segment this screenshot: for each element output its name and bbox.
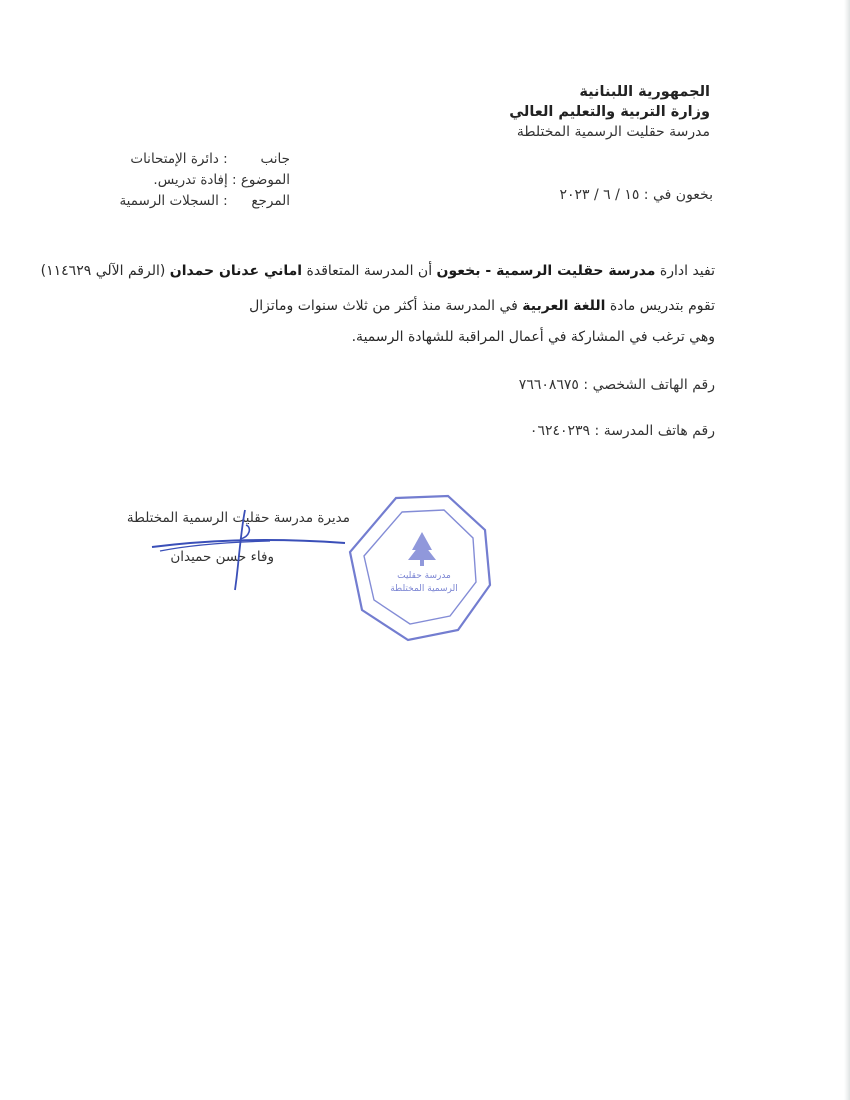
meta-to-label: جانب [260, 151, 290, 167]
handwritten-signature [140, 505, 370, 600]
body-line-1-post: (الرقم الآلي ١١٤٦٢٩) [40, 263, 170, 279]
signatory-name: وفاء حسن حميدان [170, 549, 274, 565]
meta-subject-label: الموضوع [240, 172, 290, 188]
meta-reference [119, 193, 290, 209]
signatory-title: مديرة مدرسة حقليت الرسمية المختلطة [126, 510, 350, 526]
body-line-2-pre: تقوم بتدريس مادة [605, 298, 715, 314]
subject-bold: اللغة العربية [522, 298, 606, 314]
body-line-1 [41, 263, 715, 279]
meta-subject-value: : إفادة تدريس. [153, 172, 237, 188]
school-name-bold: مدرسة حقليت الرسمية - بخعون [436, 263, 656, 279]
header-republic: الجمهورية اللبنانية [579, 84, 710, 100]
svg-text:الرسمية المختلطة: الرسمية المختلطة [390, 584, 458, 594]
meta-to-value: : دائرة الإمتحانات [130, 151, 228, 167]
cedar-icon [408, 532, 436, 566]
teacher-name-bold: اماني عدنان حمدان [169, 263, 303, 279]
header-school: مدرسة حقليت الرسمية المختلطة [516, 124, 710, 140]
svg-text:مدرسة حقليت: مدرسة حقليت [397, 571, 451, 581]
header-ministry: وزارة التربية والتعليم العالي [509, 104, 710, 120]
body-line-1-pre: تفيد ادارة [655, 263, 715, 279]
scanner-edge [844, 0, 850, 1100]
date-line: بخعون في : ١٥ / ٦ / ٢٠٢٣ [559, 187, 713, 203]
meta-reference-value: : السجلات الرسمية [119, 193, 228, 209]
body-line-2 [249, 298, 715, 314]
personal-phone: رقم الهاتف الشخصي : ٧٦٦٠٨٦٧٥ [518, 377, 715, 393]
body-line-3: وهي ترغب في المشاركة في أعمال المراقبة للشهادة الرسمية. [351, 329, 715, 345]
body-line-1-mid: أن المدرسة المتعاقدة [302, 263, 437, 279]
body-line-2-post: في المدرسة منذ أكثر من ثلاث سنوات وماتزال [249, 298, 523, 314]
meta-reference-label: المرجع [251, 193, 290, 209]
school-phone: رقم هاتف المدرسة : ٠٦٢٤٠٢٣٩ [529, 423, 715, 439]
official-stamp [340, 490, 500, 650]
meta-subject [153, 172, 290, 188]
meta-to [130, 151, 290, 167]
